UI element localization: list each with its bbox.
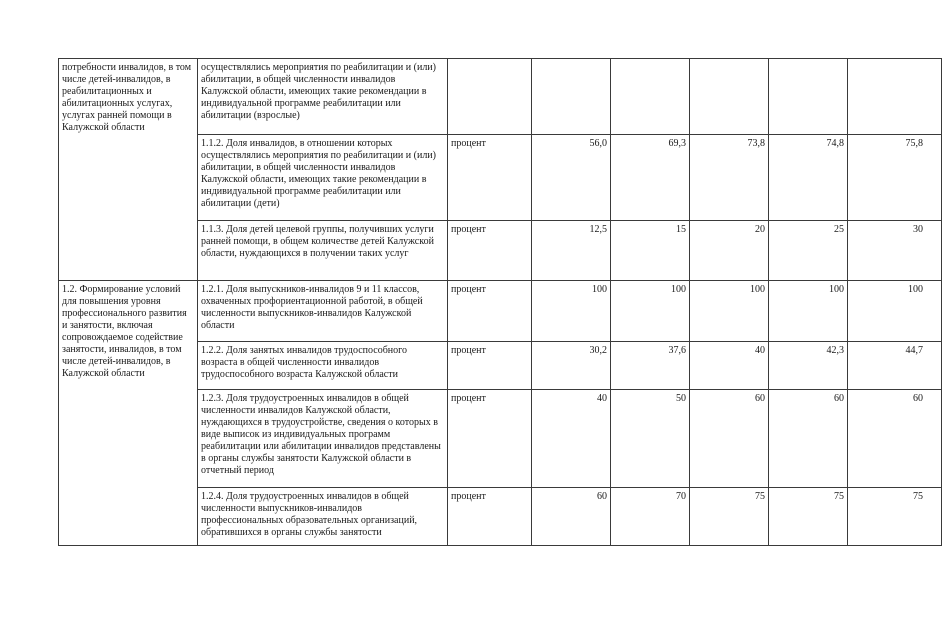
indicator-cell: 1.1.2. Доля инвалидов, в отношении которых осуществлялись мероприятия по реабилитации и (или) абилитации, в общей численности инвалидов Калужской области, имеющих такие рекомендации в индивидуальной программе реабилитации или абилитации (дети) bbox=[198, 135, 448, 221]
unit-cell: процент bbox=[448, 488, 532, 546]
value-cell: 75,8 bbox=[848, 135, 942, 221]
value-cell: 75 bbox=[690, 488, 769, 546]
value-cell: 30 bbox=[848, 221, 942, 281]
indicator-cell: осуществлялись мероприятия по реабилитации и (или) абилитации, в общей численности инвалидов Калужской области, имеющих такие рекомендации в индивидуальной программе реабилитации или абилитации (взрослые) bbox=[198, 59, 448, 135]
value-cell: 74,8 bbox=[769, 135, 848, 221]
unit-cell: процент bbox=[448, 221, 532, 281]
value-cell: 42,3 bbox=[769, 342, 848, 390]
value-cell: 69,3 bbox=[611, 135, 690, 221]
value-cell: 60 bbox=[769, 390, 848, 488]
value-cell: 100 bbox=[848, 281, 942, 342]
value-cell: 30,2 bbox=[532, 342, 611, 390]
value-cell: 100 bbox=[690, 281, 769, 342]
unit-cell bbox=[448, 59, 532, 135]
value-cell: 60 bbox=[848, 390, 942, 488]
indicator-cell: 1.2.1. Доля выпускников-инвалидов 9 и 11 классов, охваченных профориентационной работой, в общей численности выпускников-инвалидов Калужской области bbox=[198, 281, 448, 342]
value-cell bbox=[848, 59, 942, 135]
value-cell: 60 bbox=[690, 390, 769, 488]
value-cell: 100 bbox=[611, 281, 690, 342]
value-cell bbox=[611, 59, 690, 135]
indicator-cell: 1.2.3. Доля трудоустроенных инвалидов в общей численности инвалидов Калужской области, нуждающихся в трудоустройстве, сведения о которых в виде выписок из индивидуальных программ реабилитации или абилитации инвалидов представлены в органы службы занятости Калужской области в отчетный период bbox=[198, 390, 448, 488]
value-cell: 70 bbox=[611, 488, 690, 546]
value-cell: 73,8 bbox=[690, 135, 769, 221]
value-cell bbox=[532, 59, 611, 135]
value-cell: 75 bbox=[769, 488, 848, 546]
indicator-cell: 1.2.2. Доля занятых инвалидов трудоспособного возраста в общей численности инвалидов трудоспособного возраста Калужской области bbox=[198, 342, 448, 390]
table-row bbox=[59, 281, 942, 342]
indicators-table bbox=[58, 58, 942, 546]
indicator-cell: 1.1.3. Доля детей целевой группы, получивших услуги ранней помощи, в общем количестве детей Калужской области, нуждающихся в получении таких услуг bbox=[198, 221, 448, 281]
value-cell: 25 bbox=[769, 221, 848, 281]
indicator-cell: 1.2.4. Доля трудоустроенных инвалидов в общей численности выпускников-инвалидов профессиональных образовательных организаций, обратившихся в органы службы занятости bbox=[198, 488, 448, 546]
value-cell: 40 bbox=[690, 342, 769, 390]
value-cell: 50 bbox=[611, 390, 690, 488]
value-cell bbox=[690, 59, 769, 135]
value-cell: 75 bbox=[848, 488, 942, 546]
unit-cell: процент bbox=[448, 135, 532, 221]
unit-cell: процент bbox=[448, 390, 532, 488]
value-cell: 37,6 bbox=[611, 342, 690, 390]
value-cell bbox=[769, 59, 848, 135]
value-cell: 20 bbox=[690, 221, 769, 281]
goal-cell: 1.2. Формирование условий для повышения уровня профессионального развития и занятости, включая сопровождаемое содействие занятости, инвалидов, в том числе детей-инвалидов, в Калужской области bbox=[59, 281, 198, 546]
value-cell: 40 bbox=[532, 390, 611, 488]
table-row bbox=[59, 59, 942, 135]
value-cell: 15 bbox=[611, 221, 690, 281]
value-cell: 60 bbox=[532, 488, 611, 546]
goal-cell: потребности инвалидов, в том числе детей-инвалидов, в реабилитационных и абилитационных услугах, услугах ранней помощи в Калужской области bbox=[59, 59, 198, 281]
value-cell: 100 bbox=[769, 281, 848, 342]
unit-cell: процент bbox=[448, 342, 532, 390]
value-cell: 100 bbox=[532, 281, 611, 342]
value-cell: 44,7 bbox=[848, 342, 942, 390]
unit-cell: процент bbox=[448, 281, 532, 342]
value-cell: 12,5 bbox=[532, 221, 611, 281]
value-cell: 56,0 bbox=[532, 135, 611, 221]
